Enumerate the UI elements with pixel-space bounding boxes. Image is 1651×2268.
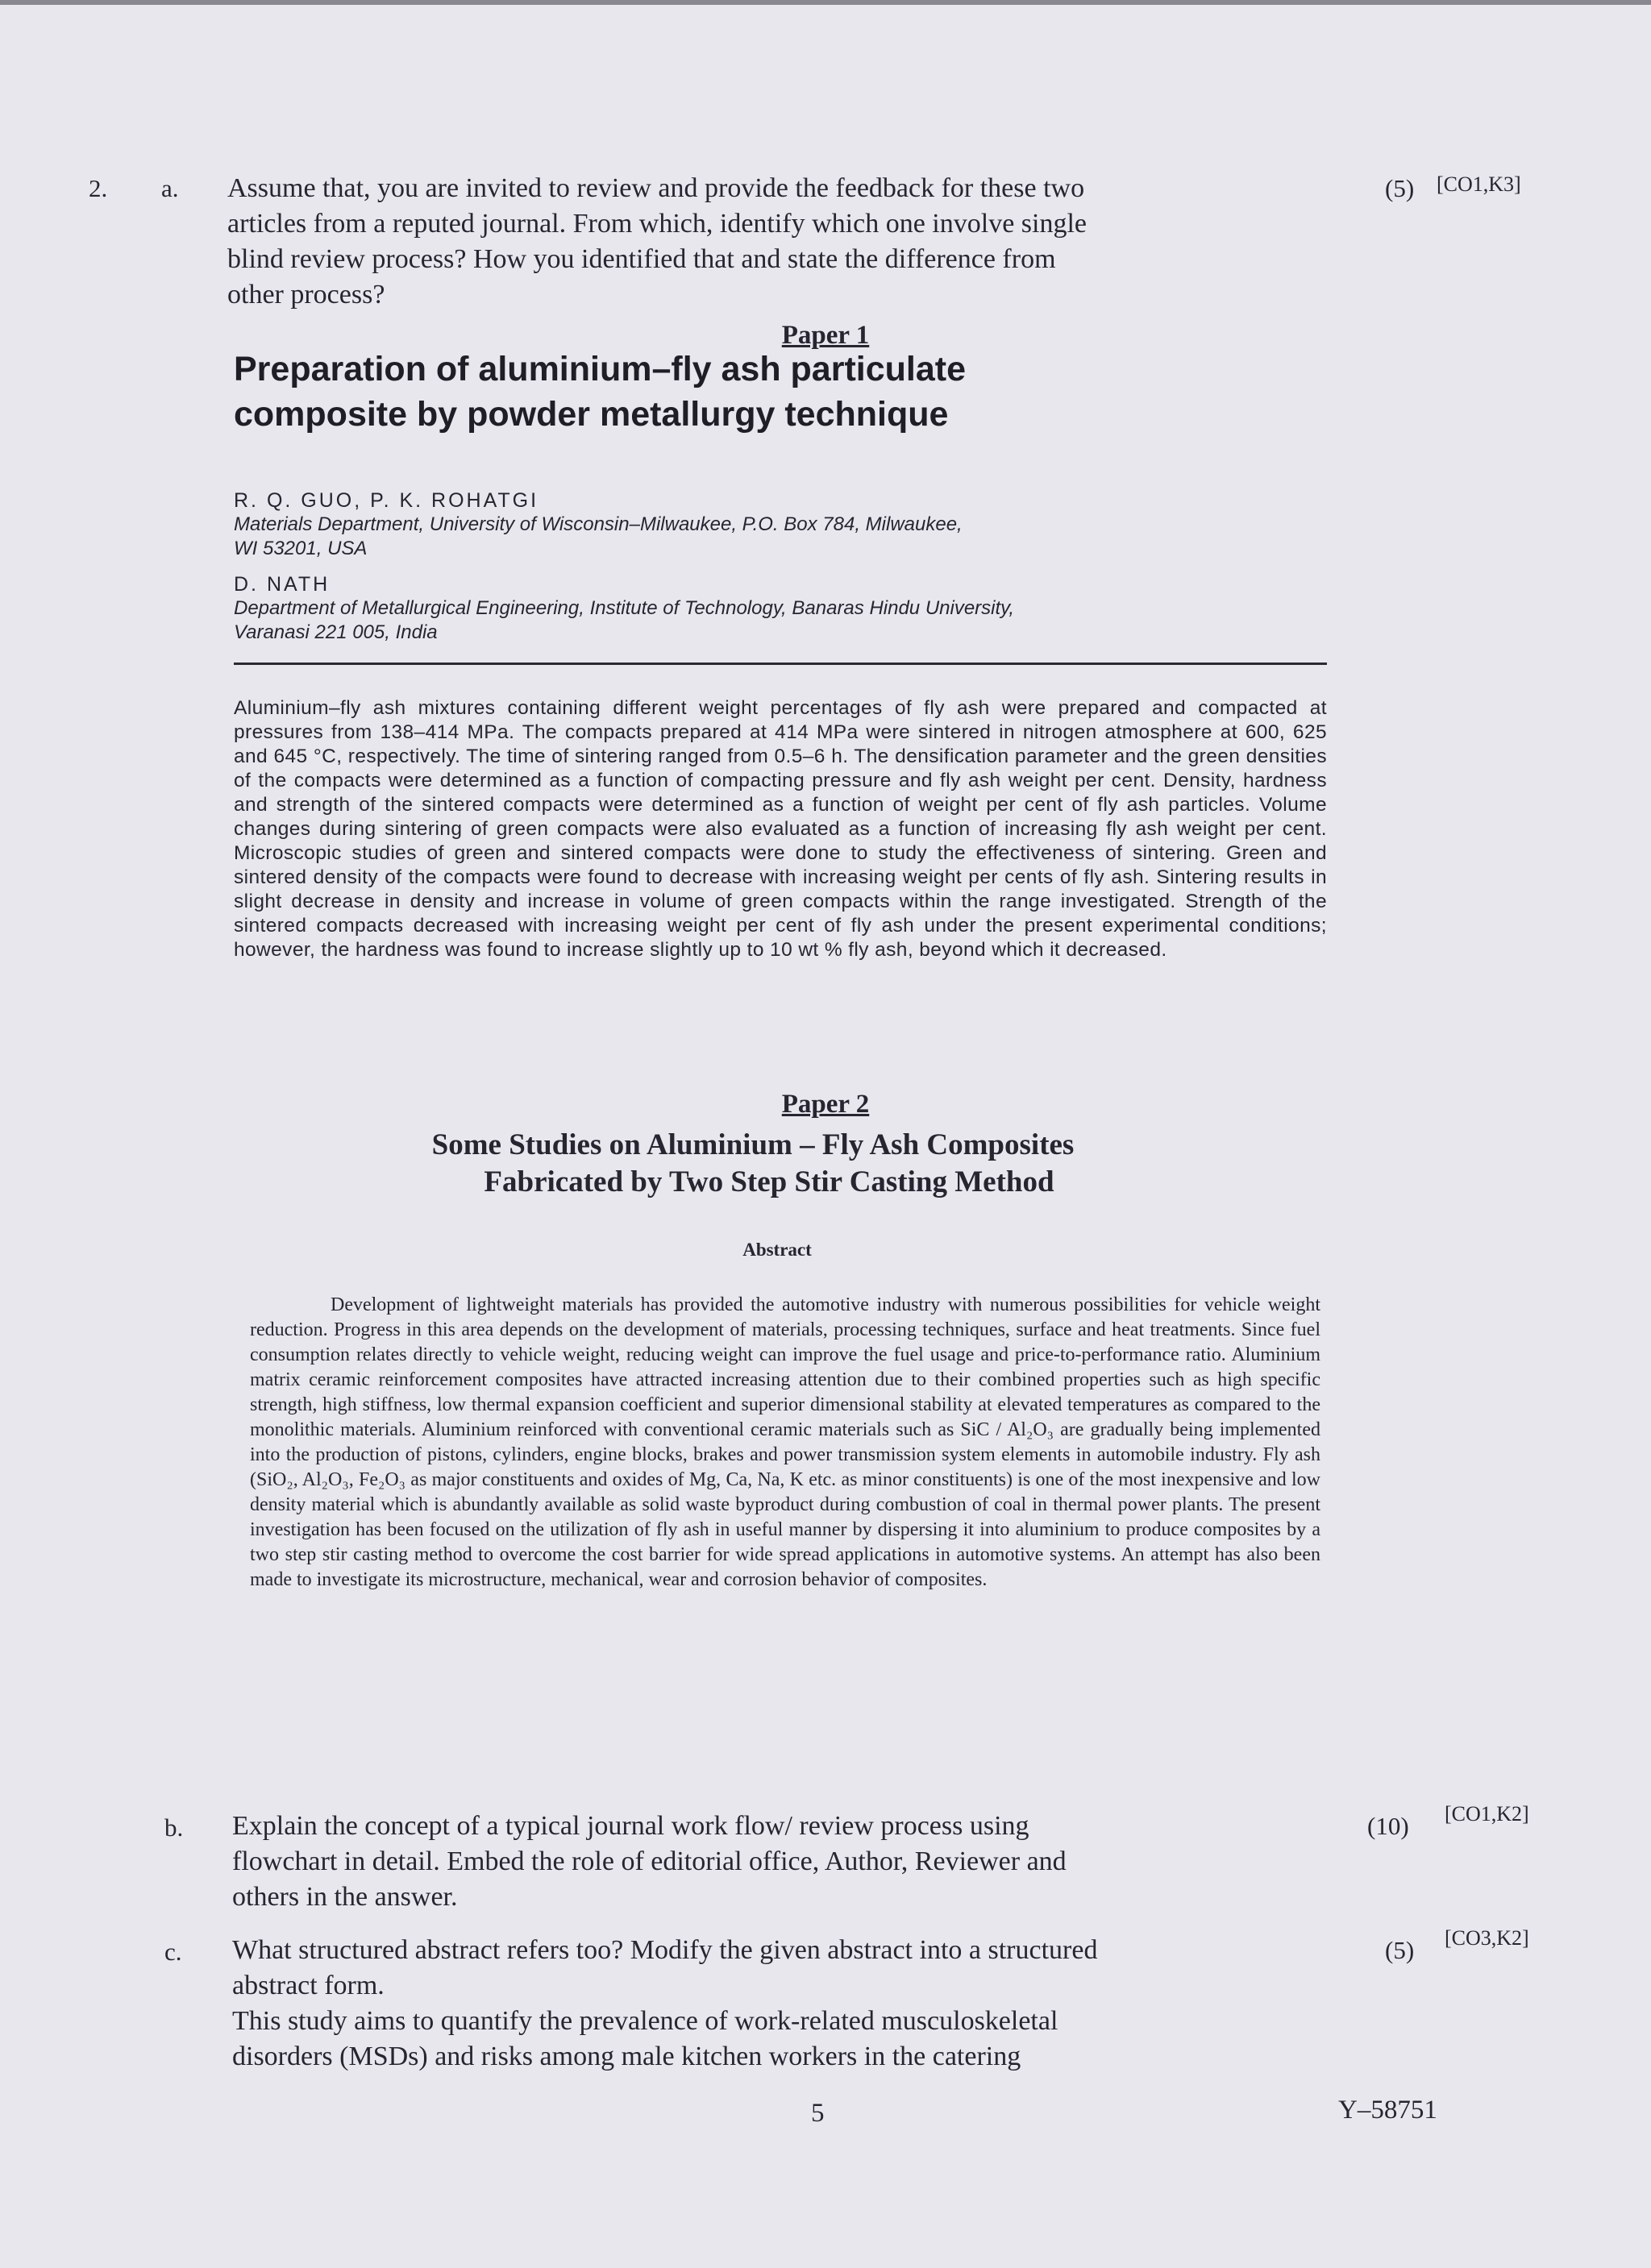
part-b-line: flowchart in detail. Embed the role of editorial office, Author, Reviewer and (232, 1846, 1067, 1876)
paper1-title (234, 347, 1403, 437)
part-c-line: This study aims to quantify the prevalence of work-related musculoskeletal (232, 2006, 1058, 2036)
paper1-authors-block (234, 488, 1362, 645)
divider-rule (234, 663, 1327, 665)
paper1-affiliation: Department of Metallurgical Engineering, Institute of Technology, Banaras Hindu University, (234, 597, 1015, 619)
paper1-affiliation: WI 53201, USA (234, 538, 368, 559)
part-c-line: What structured abstract refers too? Modify the given abstract into a structured (232, 1935, 1098, 1965)
paper1-title-line: Preparation of aluminium–fly ash particulate (234, 350, 966, 388)
part-b-code: [CO1,K2] (1445, 1802, 1529, 1826)
part-a-letter: a. (161, 174, 179, 202)
paper2-label: Paper 2 (781, 1090, 870, 1119)
paper2-abstract: Development of lightweight materials has provided the automotive industry with numerous possibilities for vehicle weight reduction. Progress in this area depends on the development of materials, processing techniques, surface and heat treatments. Since fuel consumption relates directly to vehicle weight, reducing weight can improve the fuel usage and price-to-performance ratio. Aluminium matrix ceramic reinforcement composites have attracted increasing attention due to their combined properties such as high specific strength, high stiffness, low thermal expansion coefficient and superior dimensional stability at elevated temperatures as compared to the monolithic materials. Aluminium reinforced with conventional ceramic materials such as SiC / Al₂O₃ are gradually being implemented into the production of pistons, cylinders, engine blocks, brakes and power transmission system elements in automobile industry. Fly ash (SiO₂, Al₂O₃, Fe₂O₃ as major constituents and oxides of Mg, Ca, Na, K etc. as minor constituents) is one of the most inexpensive and low density material which is abundantly available as solid waste byproduct during combustion of coal in thermal power plants. The present investigation has been focused on the utilization of fly ash in useful manner by dispersing it into aluminium to produce composites by a two step stir casting method to overcome the cost barrier for wide spread applications in automotive systems. An attempt has also been made to investigate its microstructure, mechanical, wear and corrosion behavior of composites. (250, 1294, 1320, 1590)
part-c-marks: (5) (1385, 1936, 1415, 1964)
part-c-line: abstract form. (232, 1971, 385, 2000)
part-a-marks: (5) (1385, 174, 1415, 202)
part-a-line: Assume that, you are invited to review and provide the feedback for these two (227, 173, 1085, 203)
paper2-title (0, 1127, 1651, 1201)
question-number: 2. (89, 174, 108, 202)
part-b-marks: (10) (1367, 1812, 1409, 1840)
paper2-abstract-heading: Abstract (742, 1240, 812, 1260)
part-b-text (232, 1809, 1351, 1915)
paper1-title-line: composite by powder metallurgy technique (234, 395, 949, 434)
part-a-line: blind review process? How you identified that and state the difference from (227, 244, 1056, 274)
part-b-letter: b. (164, 1813, 184, 1842)
paper-code: Y–58751 (1338, 2096, 1437, 2125)
part-b-line: Explain the concept of a typical journal work flow/ review process using (232, 1811, 1029, 1841)
paper1-affiliation: Materials Department, University of Wisconsin–Milwaukee, P.O. Box 784, Milwaukee, (234, 513, 963, 535)
part-c-letter: c. (164, 1938, 182, 1966)
part-a-line: other process? (227, 280, 385, 309)
part-a-code: [CO1,K3] (1437, 172, 1521, 196)
page-number: 5 (811, 2099, 825, 2128)
paper1-affiliation: Varanasi 221 005, India (234, 621, 438, 643)
paper1-abstract: Aluminium–fly ash mixtures containing different weight percentages of fly ash were prepared and compacted at pressures from 138–414 MPa. The compacts prepared at 414 MPa were sintered in nitrogen atmosphere at 600, 625 and 645 °C, respectively. The time of sintering ranged from 0.5–6 h. The densification parameter and the green densities of the compacts were determined as a function of compacting pressure and fly ash weight per cent. Density, hardness and strength of the sintered compacts were determined as a function of weight per cent of fly ash particles. Volume changes during sintering of green compacts were also evaluated as a function of increasing fly ash weight per cent. Microscopic studies of green and sintered compacts were done to study the effectiveness of sintering. Green and sintered density of the compacts were found to decrease with increasing weight per cents of fly ash. Sintering results in slight decrease in density and increase in volume of green compacts within the range investigated. Strength of the sintered compacts decreased with increasing weight per cent of fly ash under the present experimental conditions; however, the hardness was found to increase slightly up to 10 wt % fly ash, beyond which it decreased. (234, 697, 1327, 961)
part-b-line: others in the answer. (232, 1882, 458, 1912)
paper1-authors: R. Q. GUO, P. K. ROHATGI (234, 489, 539, 512)
paper2-title-line: Some Studies on Aluminium – Fly Ash Composites (431, 1128, 1075, 1161)
paper2-title-line: Fabricated by Two Step Stir Casting Method (484, 1165, 1054, 1198)
part-c-line: disorders (MSDs) and risks among male kitchen workers in the catering (232, 2042, 1021, 2071)
part-a-text (227, 171, 1338, 313)
part-a-line: articles from a reputed journal. From which, identify which one involve single (227, 209, 1087, 239)
paper1-authors: D. NATH (234, 573, 331, 596)
part-c-text (232, 1933, 1353, 2075)
part-c-code: [CO3,K2] (1445, 1926, 1529, 1950)
paper1-label: Paper 1 (781, 321, 870, 350)
top-edge-line (0, 0, 1651, 5)
